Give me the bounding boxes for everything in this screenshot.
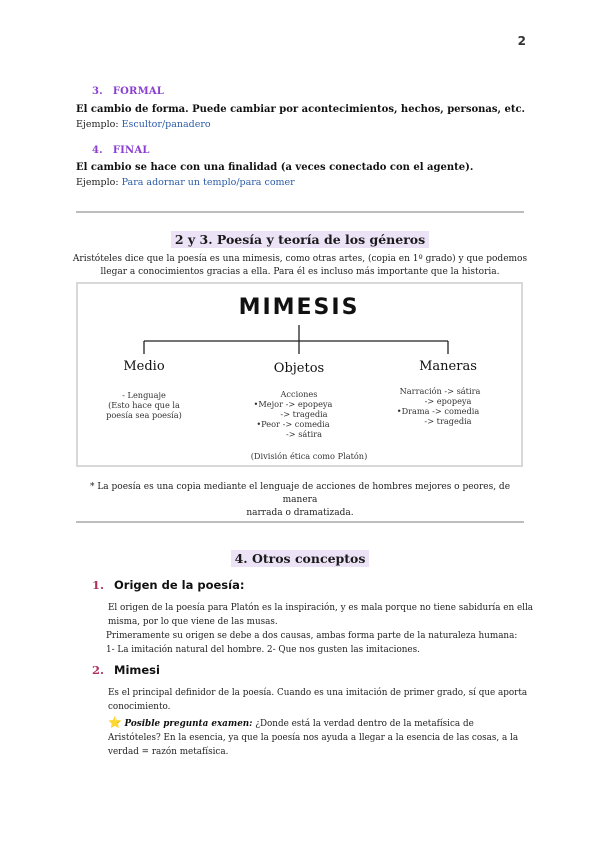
paragraph-line: Primeramente su origen se debe a dos causas, ambas forma parte de la naturaleza humana:: [106, 631, 518, 641]
item-final-number: 4.: [92, 145, 103, 156]
item-formal-title: FORMAL: [112, 86, 165, 97]
origen-paragraph-1: [108, 601, 538, 629]
section-poesia-title: 2 y 3. Poesía y teoría de los géneros: [171, 231, 429, 248]
maneras-line: Narración -> sátira: [399, 386, 481, 396]
medio-line: - Lenguaje: [122, 390, 166, 400]
objetos-line: Acciones: [280, 389, 318, 399]
section-otros-heading-wrap: [0, 548, 600, 567]
objetos-line: •Mejor -> epopeya: [253, 399, 333, 409]
subsection-mimesi-heading: [92, 663, 160, 677]
paragraph-line: Es el principal definidor de la poesía. Cuando es una imitación de primer grado, sí que aporta: [108, 688, 528, 698]
mimesis-diagram-svg: [78, 284, 521, 465]
star-icon: ⭐: [108, 716, 122, 729]
branch-label-objetos: Objetos: [273, 361, 325, 376]
objetos-line: -> sátira: [285, 429, 323, 439]
example-label: Ejemplo:: [76, 177, 122, 188]
intro-line: llegar a conocimientos gracias a ella. Para él es incluso más importante que la historia.: [100, 267, 500, 277]
origen-paragraph-2: [106, 629, 536, 657]
mimesis-diagram: [76, 282, 523, 467]
example-value: Escultor/panadero: [121, 119, 211, 130]
subsection-mimesi-number: 2.: [92, 663, 105, 677]
mimesi-paragraph-1: [108, 686, 538, 714]
maneras-line: •Drama -> comedia: [396, 406, 480, 416]
exam-question: [108, 716, 540, 759]
paragraph-line: El origen de la poesía para Platón es la inspiración, y es mala porque no tiene sabiduría en ella: [108, 603, 534, 613]
section-otros-title: 4. Otros conceptos: [231, 550, 370, 567]
item-final-heading: [92, 145, 150, 156]
item-final-title: FINAL: [112, 145, 150, 156]
medio-line: poesía sea poesía): [106, 410, 182, 420]
diagram-title: MIMESIS: [238, 295, 360, 320]
objetos-line: •Peor -> comedia: [256, 419, 330, 429]
branch-label-medio: Medio: [123, 359, 165, 374]
maneras-line: -> epopeya: [424, 396, 472, 406]
paragraph-line: 1- La imitación natural del hombre. 2- Que nos gusten las imitaciones.: [106, 645, 420, 655]
item-formal-heading: [92, 86, 164, 97]
diagram-caption: (División ética como Platón): [250, 451, 368, 461]
medio-line: (Esto hace que la: [108, 400, 180, 410]
paragraph-line: conocimiento.: [108, 702, 171, 712]
paragraph-line: misma, por lo que viene de las musas.: [108, 617, 278, 627]
example-value: Para adornar un templo/para comer: [121, 177, 295, 188]
item-formal-number: 3.: [92, 86, 103, 97]
intro-line: Aristóteles dice que la poesía es una mimesis, como otras artes, (copia en 1º grado) y que podemos: [72, 254, 528, 264]
section-poesia-intro: [70, 253, 530, 279]
paragraph-line: [108, 716, 540, 731]
subsection-origen-title: Origen de la poesía:: [114, 578, 245, 592]
branch-label-maneras: Maneras: [419, 359, 477, 374]
section-poesia-heading-wrap: [0, 229, 600, 248]
divider: [76, 521, 524, 523]
subsection-origen-heading: [92, 578, 244, 592]
objetos-line: -> tragedia: [280, 409, 328, 419]
example-label: Ejemplo:: [76, 119, 122, 130]
maneras-line: -> tragedia: [424, 416, 472, 426]
item-final-example: [76, 177, 295, 188]
paragraph-line: Aristóteles? En la esencia, ya que la poesía nos ayuda a llegar a la esencia de las cosas, a la: [108, 733, 519, 743]
item-final-definition: El cambio se hace con una finalidad (a veces conectado con el agente).: [76, 162, 474, 173]
subsection-mimesi-title: Mimesi: [114, 663, 160, 677]
exam-question-text: ¿Donde está la verdad dentro de la metafísica de: [252, 719, 474, 729]
exam-question-label: Posible pregunta examen:: [124, 719, 253, 729]
page-number: 2: [517, 34, 526, 48]
footnote-line: narrada o dramatizada.: [246, 508, 354, 518]
footnote: [76, 481, 524, 520]
divider: [76, 211, 524, 213]
item-formal-definition: El cambio de forma. Puede cambiar por acontecimientos, hechos, personas, etc.: [76, 104, 526, 115]
item-formal-example: [76, 119, 211, 130]
paragraph-line: verdad = razón metafísica.: [108, 747, 229, 757]
subsection-origen-number: 1.: [92, 578, 105, 592]
footnote-line: * La poesía es una copia mediante el lenguaje de acciones de hombres mejores o peores, de manera: [89, 482, 511, 505]
